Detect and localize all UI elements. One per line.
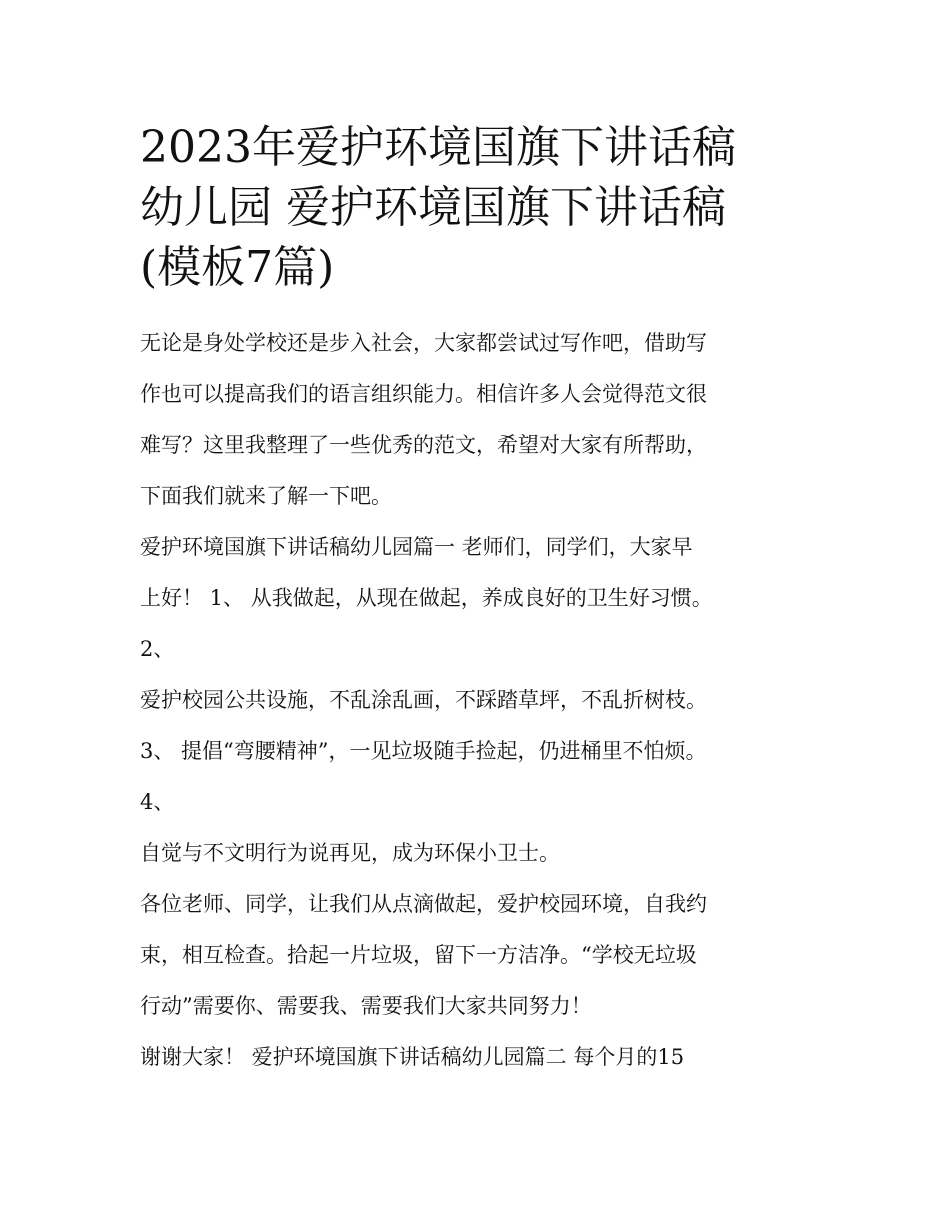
title-line: 幼儿园 爱护环境国旗下讲话稿 <box>140 182 726 233</box>
body-line: 2、 <box>140 637 175 661</box>
body-line: 无论是身处学校还是步入社会，大家都尝试过写作吧，借助写 <box>140 331 707 355</box>
body-line: 4、 <box>140 790 175 814</box>
body-line: 爱护校园公共设施，不乱涂乱画，不踩踏草坪，不乱折树枝。 <box>140 688 707 712</box>
body-line: 各位老师、同学，让我们从点滴做起，爱护校园环境，自我约 <box>140 892 707 916</box>
body-line: 下面我们就来了解一下吧。 <box>140 484 392 508</box>
body-line: 3、 提倡“弯腰精神”，一见垃圾随手捡起，仍进桶里不怕烦。 <box>140 739 707 763</box>
body-line: 作也可以提高我们的语言组织能力。相信许多人会觉得范文很 <box>140 382 707 406</box>
body-line: 谢谢大家！ 爱护环境国旗下讲话稿幼儿园篇二 每个月的15 <box>140 1045 685 1069</box>
body-line: 上好！ 1、 从我做起，从现在做起，养成良好的卫生好习惯。 <box>140 586 713 610</box>
body-line: 自觉与不文明行为说再见，成为环保小卫士。 <box>140 841 560 865</box>
document-content <box>140 118 820 1083</box>
document-body <box>140 318 820 1083</box>
title-line: 2023年爱护环境国旗下讲话稿 <box>140 122 736 173</box>
body-line: 难写？这里我整理了一些优秀的范文，希望对大家有所帮助， <box>140 433 707 457</box>
title-line: (模板7篇) <box>140 242 335 293</box>
body-line: 行动”需要你、需要我、需要我们大家共同努力！ <box>140 994 592 1018</box>
document-title <box>140 118 820 298</box>
body-line: 爱护环境国旗下讲话稿幼儿园篇一 老师们，同学们，大家早 <box>140 535 693 559</box>
body-line: 束，相互检查。拾起一片垃圾，留下一方洁净。“学校无垃圾 <box>140 943 697 967</box>
